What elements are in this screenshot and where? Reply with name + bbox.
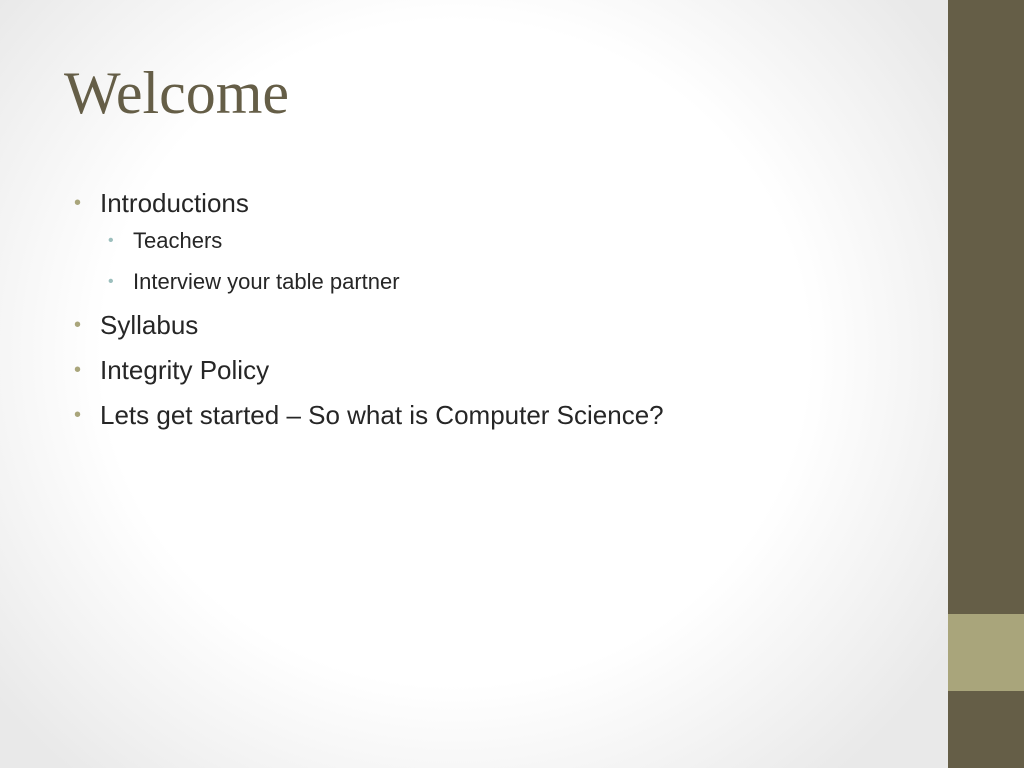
sub-bullet-list (72, 226, 664, 297)
sub-bullet-dot-icon: • (108, 232, 114, 249)
bullet-dot-icon: • (74, 314, 82, 336)
bullet-text: Introductions (100, 188, 249, 218)
bullet-item-syllabus (72, 308, 664, 342)
sub-bullet-item-teachers (72, 226, 664, 256)
bullet-text: Lets get started – So what is Computer Science? (100, 400, 664, 430)
bullet-dot-icon: • (74, 359, 82, 381)
sub-bullet-dot-icon: • (108, 273, 114, 290)
decorative-sidebar-accent (948, 614, 1024, 691)
bullet-dot-icon: • (74, 404, 82, 426)
bullet-text: Integrity Policy (100, 355, 270, 385)
bullet-list (72, 186, 664, 443)
bullet-text: Syllabus (100, 310, 199, 340)
slide-title: Welcome (64, 60, 290, 126)
sub-bullet-item-interview (72, 267, 664, 297)
bullet-dot-icon: • (74, 192, 82, 214)
bullet-item-integrity-policy (72, 353, 664, 387)
bullet-item-introductions (72, 186, 664, 297)
sub-bullet-text: Teachers (133, 228, 223, 253)
sub-bullet-text: Interview your table partner (133, 269, 400, 294)
bullet-item-computer-science (72, 398, 664, 432)
